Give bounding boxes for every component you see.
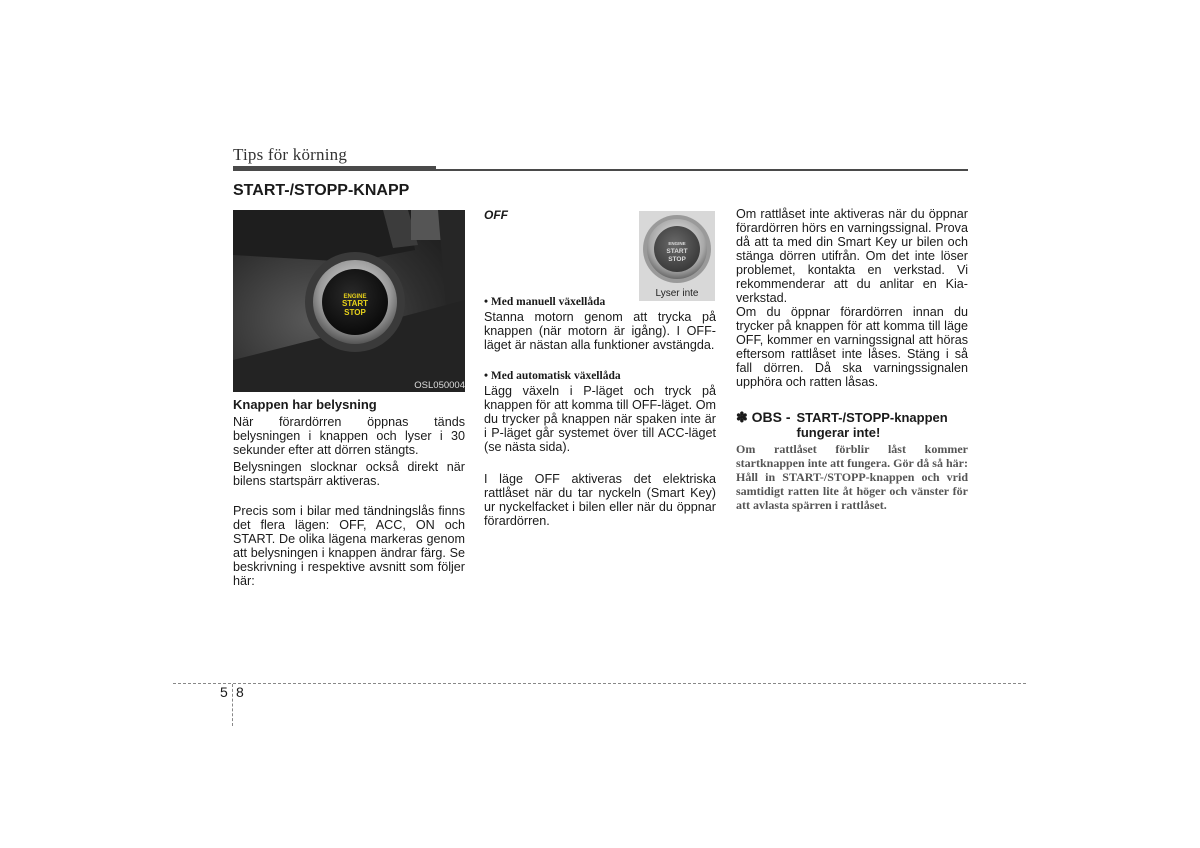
obs-title-line-2: fungerar inte! xyxy=(796,425,881,440)
obs-title-line-1: START-/STOPP-knappen xyxy=(796,410,948,425)
lock-text: I läge OFF aktiveras det elektriska rattlåset när du tar nyckeln (Smart Key) ur nyckelfacket i bilen eller när du öppnar förardörren. xyxy=(484,472,716,528)
photo-button-label-start: START xyxy=(341,299,369,308)
right-para-1: Om rattlåset inte aktiveras när du öppnar förardörren hörs en varningssignal. Prova då att ta med din Smart Key ur bilen och stänga dörren utifrån. Om det inte löser problemet, kontakta en verkstad. Vi rekommenderar att du anlitar en Kia-verkstad. xyxy=(736,207,968,305)
right-column-text xyxy=(736,207,968,512)
obs-body: Om rattlåset förblir låst kommer startknappen inte att fungera. Gör då så här: Håll in START-/STOPP-knappen och vrid samtidigt ratten lite åt höger och vänster för att avlasta spärren i rattlåset. xyxy=(736,442,968,512)
thumb-button-label-stop: STOP xyxy=(668,256,686,263)
start-stop-button-photo xyxy=(233,210,465,392)
page-number: 8 xyxy=(236,684,244,700)
left-para-3: Precis som i bilar med tändningslås finns det flera lägen: OFF, ACC, ON och START. De olika lägena markeras genom att belysningen i knappen ändrar färg. Se beskrivning i respektive avsnitt som följer här: xyxy=(233,504,465,588)
middle-column-text xyxy=(484,296,716,528)
page-title: START-/STOPP-KNAPP xyxy=(233,182,410,199)
obs-title xyxy=(797,409,948,440)
footer-divider xyxy=(232,684,233,726)
manual-heading: • Med manuell växellåda xyxy=(484,296,606,308)
subheading-lighting: Knappen har belysning xyxy=(233,397,377,412)
left-para-1: När förardörren öppnas tänds belysningen i knappen och lyser i 30 sekunder efter att dörren stängts. xyxy=(233,415,465,457)
thumb-button-label-engine: ENGINE xyxy=(668,241,686,246)
obs-prefix: ✽ OBS - xyxy=(736,409,791,425)
left-para-2: Belysningen slocknar också direkt när bilens startspärr aktiveras. xyxy=(233,460,465,488)
right-para-2: Om du öppnar förardörren innan du trycker på knappen för att komma till läge OFF, kommer en varningssignal att höras eftersom rattlåset inte låses. Stäng i så fall dörren. Då ska varningssignalen upphöra och ratten låsas. xyxy=(736,305,968,389)
manual-text: Stanna motorn genom att trycka på knappen (när motorn är igång). I OFF-läget är nästan alla funktioner avstängda. xyxy=(484,310,716,352)
footer-rule xyxy=(173,683,1026,684)
thumb-caption: Lyser inte xyxy=(655,288,699,299)
thumb-button-label-start: START xyxy=(666,248,688,255)
header-rule-thick xyxy=(233,166,436,171)
auto-text: Lägg växeln i P-läget och tryck på knappen för att komma till OFF-läget. Om du trycker på knappen när spaken inte är i P-läget går systemet över till ACC-läget (se nästa sida). xyxy=(484,384,716,454)
photo-caption: OSL050004 xyxy=(414,380,465,391)
chapter-number: 5 xyxy=(220,684,228,700)
mode-label-off: OFF xyxy=(484,208,508,222)
header-rule-thin xyxy=(436,169,968,171)
photo-button-label-stop: STOP xyxy=(344,308,366,317)
left-column-text xyxy=(233,397,465,588)
photo-button-label-engine: ENGINE xyxy=(343,294,367,300)
obs-heading xyxy=(736,409,968,440)
section-header: Tips för körning xyxy=(233,145,348,164)
auto-heading: • Med automatisk växellåda xyxy=(484,370,621,382)
